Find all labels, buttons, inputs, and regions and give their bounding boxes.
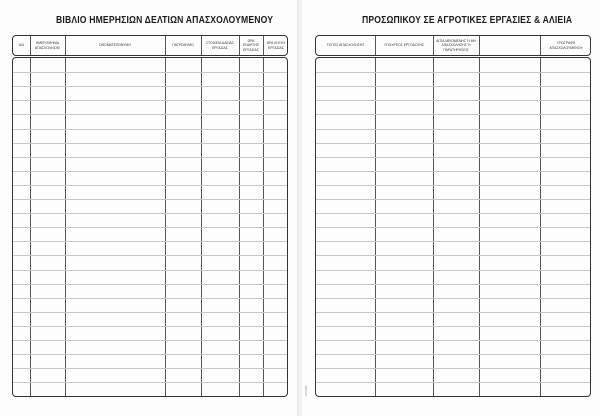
entry-row-line bbox=[13, 157, 287, 158]
entry-row-line bbox=[316, 185, 590, 186]
entry-row-line bbox=[316, 326, 590, 327]
entry-row-line bbox=[316, 312, 590, 313]
entry-row-line bbox=[13, 143, 287, 144]
left-header-divider bbox=[201, 36, 202, 55]
right-header-col-1: ΤΟΠΟΣ ΑΠΑΣΧΟΛΗΣΗΣ bbox=[326, 43, 365, 48]
printer-mark: ΣΤΙΛΒΟ bbox=[304, 385, 308, 396]
entry-row-line bbox=[316, 86, 590, 87]
entry-row-line bbox=[316, 270, 590, 271]
left-table-body bbox=[12, 57, 288, 397]
entry-row-line bbox=[316, 284, 590, 285]
left-header-divider bbox=[30, 36, 31, 55]
entry-row-line bbox=[316, 227, 590, 228]
entry-row-line bbox=[13, 213, 287, 214]
right-header-col-2: ΥΠΟΧΡΕΟΣ ΕΡΓΟΔΟΤΗΣ bbox=[383, 43, 425, 48]
entry-row-line bbox=[316, 213, 590, 214]
left-header-col-2: ΗΜΕΡΟΜΗΝΙΑ ΑΠΑΣΧΟΛΗΣΗΣ bbox=[34, 41, 61, 50]
entry-row-line bbox=[13, 129, 287, 130]
entry-row-line bbox=[13, 86, 287, 87]
entry-row-line bbox=[316, 298, 590, 299]
right-header-divider bbox=[479, 36, 480, 55]
right-header-divider bbox=[375, 36, 376, 55]
left-header-col-7: ΩΡΑ ΛΗΞΗΣ ΕΡΓΑΣΙΑΣ bbox=[266, 41, 286, 50]
left-header-divider bbox=[239, 36, 240, 55]
entry-row-line bbox=[316, 255, 590, 256]
entry-row-line bbox=[316, 340, 590, 341]
right-header-col-5: ΥΠΟΓΡΑΦΗ ΑΠΑΣΧΟΛΟΥΜΕΝΟΥ bbox=[549, 41, 583, 50]
right-header-divider bbox=[433, 36, 434, 55]
entry-row-line bbox=[316, 171, 590, 172]
entry-row-line bbox=[316, 100, 590, 101]
left-page-title: ΒΙΒΛΙΟ ΗΜΕΡΗΣΙΩΝ ΔΕΛΤΙΩΝ ΑΠΑΣΧΟΛΟΥΜΕΝΟΥ bbox=[56, 14, 274, 26]
entry-row-line bbox=[13, 326, 287, 327]
left-header-col-3: ΟΝΟΜΑΤΕΠΩΝΥΜΟ bbox=[98, 43, 132, 48]
entry-row-line bbox=[13, 114, 287, 115]
entry-row-line bbox=[316, 199, 590, 200]
entry-row-line bbox=[13, 312, 287, 313]
entry-row-line bbox=[13, 340, 287, 341]
left-header-divider bbox=[165, 36, 166, 55]
entry-row-line bbox=[316, 129, 590, 130]
entry-row-line bbox=[13, 382, 287, 383]
entry-row-line bbox=[13, 270, 287, 271]
entry-row-line bbox=[13, 368, 287, 369]
entry-row-line bbox=[13, 199, 287, 200]
entry-row-line bbox=[13, 298, 287, 299]
entry-row-line bbox=[316, 241, 590, 242]
left-header-col-1: Α/Α bbox=[18, 43, 25, 48]
entry-row-line bbox=[316, 157, 590, 158]
entry-row-line bbox=[316, 143, 590, 144]
right-header-col-3: ΑΙΤΙΑ ΜΕΙΩΜΕΝΗΣ Ή ΜΗ ΑΠΑΣΧΟΛΗΣΗΣ Ή ΠΑΡΑΤΗΡΗΣΕΙΣ bbox=[436, 39, 476, 52]
entry-row-line bbox=[13, 284, 287, 285]
entry-row-line bbox=[316, 72, 590, 73]
left-header-col-5: ΣΤΟΙΧΕΙΑ ΑΔΕΙΑΣ ΕΡΓΑΣΙΑΣ bbox=[205, 41, 235, 50]
left-header-col-4: ΠΑΤΡΩΝΥΜΟ bbox=[172, 43, 194, 48]
entry-row-line bbox=[13, 72, 287, 73]
left-page bbox=[0, 0, 298, 416]
entry-row-line bbox=[316, 354, 590, 355]
entry-row-line bbox=[13, 227, 287, 228]
entry-row-line bbox=[316, 382, 590, 383]
entry-row-line bbox=[13, 241, 287, 242]
right-header-row bbox=[315, 35, 591, 56]
left-header-row bbox=[12, 35, 288, 56]
left-header-divider bbox=[65, 36, 66, 55]
left-header-col-6: ΩΡΑ ΕΝΑΡΞΗΣ ΕΡΓΑΣΙΑΣ bbox=[243, 39, 259, 52]
right-header-col-4 bbox=[479, 36, 540, 55]
left-header-divider bbox=[263, 36, 264, 55]
entry-row-line bbox=[13, 185, 287, 186]
entry-row-line bbox=[13, 171, 287, 172]
entry-row-line bbox=[13, 354, 287, 355]
entry-row-line bbox=[13, 255, 287, 256]
right-page-title: ΠΡΟΣΩΠΙΚΟΥ ΣΕ ΑΓΡΟΤΙΚΕΣ ΕΡΓΑΣΙΕΣ & ΑΛΙΕΙΑ bbox=[362, 14, 573, 26]
right-table-body bbox=[315, 57, 591, 397]
entry-row-line bbox=[316, 114, 590, 115]
entry-row-line bbox=[316, 368, 590, 369]
right-page bbox=[302, 0, 600, 416]
entry-row-line bbox=[13, 100, 287, 101]
right-header-divider bbox=[540, 36, 541, 55]
